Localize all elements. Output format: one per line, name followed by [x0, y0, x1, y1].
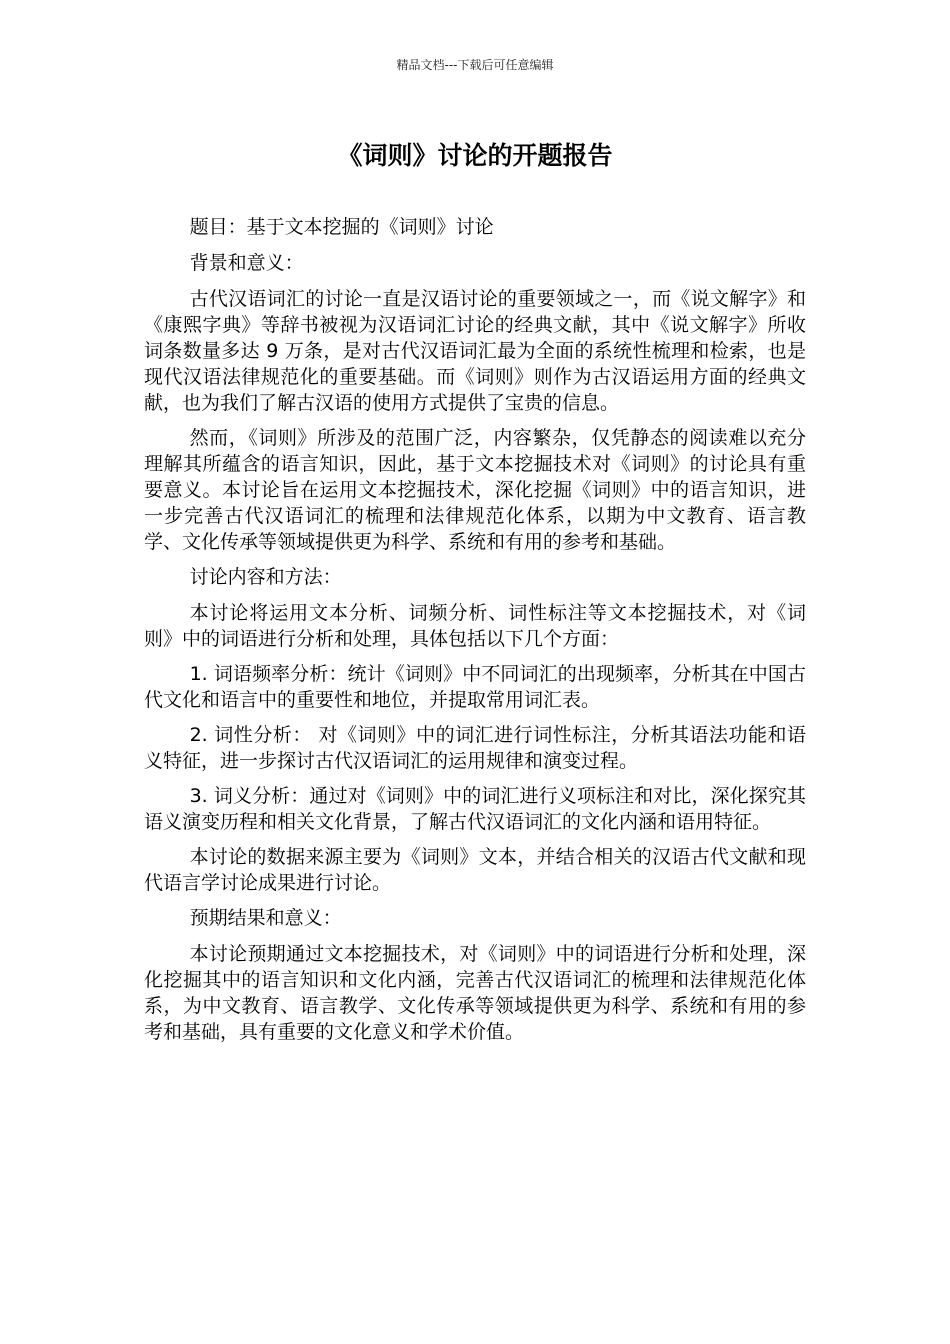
section-heading-expected-results: 预期结果和意义： — [189, 907, 342, 929]
document-title: 《词则》讨论的开题报告 — [337, 141, 613, 170]
method-item-2: 2. 词性分析： 对《词则》中的词汇进行词性标注，分析其语法功能和语义特征，进一步探讨古代汉语词汇的运用规律和演变过程。 — [144, 724, 806, 772]
data-source-paragraph: 本讨论的数据来源主要为《词则》文本，并结合相关的汉语古代文献和现代语言学讨论成果进行讨论。 — [144, 846, 806, 894]
method-item-3: 3. 词义分析：通过对《词则》中的词汇进行义项标注和对比，深化探究其语义演变历程和相关文化背景，了解古代汉语词汇的文化内涵和语用特征。 — [144, 785, 806, 833]
method-item-1: 1. 词语频率分析：统计《词则》中不同词汇的出现频率，分析其在中国古代文化和语言中的重要性和地位，并提取常用词汇表。 — [144, 663, 806, 711]
methods-intro-paragraph: 本讨论将运用文本分析、词频分析、词性标注等文本挖掘技术，对《词则》中的词语进行分析和处理，具体包括以下几个方面： — [144, 602, 806, 650]
background-paragraph-1: 古代汉语词汇的讨论一直是汉语讨论的重要领域之一，而《说文解字》和《康熙字典》等辞书被视为汉语词汇讨论的经典文献，其中《说文解字》所收词条数量多达 9 万条，是对古代汉语词汇最为全面的系统性梳理和检索，也是现代汉语法律规范化的重要基础。而《词则》则作为古汉语运用方面的经典文献，也为我们了解古汉语的使用方式提供了宝贵的信息。 — [144, 288, 806, 414]
section-heading-background: 背景和意义： — [189, 252, 304, 274]
topic-line: 题目：基于文本挖掘的《词则》讨论 — [189, 216, 494, 238]
background-paragraph-2: 然而，《词则》所涉及的范围广泛，内容繁杂，仅凭静态的阅读难以充分理解其所蕴含的语言知识，因此，基于文本挖掘技术对《词则》的讨论具有重要意义。本讨论旨在运用文本挖掘技术，深化挖掘《词则》中的语言知识，进一步完善古代汉语词汇的梳理和法律规范化体系，以期为中文教育、语言教学、文化传承等领域提供更为科学、系统和有用的参考和基础。 — [144, 427, 806, 553]
document-body — [144, 214, 806, 1054]
section-heading-methods: 讨论内容和方法： — [189, 566, 342, 588]
expected-results-paragraph: 本讨论预期通过文本挖掘技术，对《词则》中的词语进行分析和处理，深化挖掘其中的语言知识和文化内涵，完善古代汉语词汇的梳理和法律规范化体系，为中文教育、语言教学、文化传承等领域提供更为科学、系统和有用的参考和基础，具有重要的文化意义和学术价值。 — [144, 943, 806, 1043]
page-header: 精品文档---下载后可任意编辑 — [396, 58, 554, 72]
